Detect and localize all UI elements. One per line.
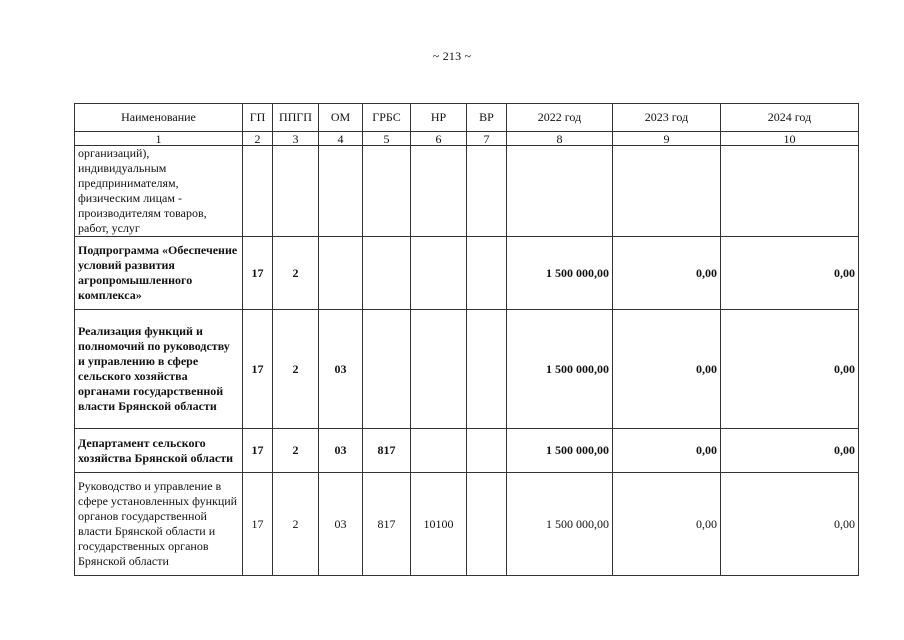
cell-gp: 17: [243, 310, 273, 429]
cell-2024: 0,00: [721, 310, 859, 429]
cell-vr: [467, 429, 507, 473]
cell-2024: 0,00: [721, 237, 859, 310]
column-number-row: [75, 132, 859, 146]
cell-2023: 0,00: [613, 237, 721, 310]
table-row: [75, 429, 859, 473]
cell-2022: 1 500 000,00: [507, 237, 613, 310]
cell-nr: 10100: [411, 473, 467, 576]
header-cell-ppgp: ППГП: [273, 104, 319, 132]
column-number: 8: [507, 132, 613, 146]
cell-2023: [613, 146, 721, 237]
column-number: 1: [75, 132, 243, 146]
cell-gp: 17: [243, 237, 273, 310]
header-cell-grbs: ГРБС: [363, 104, 411, 132]
cell-vr: [467, 146, 507, 237]
row-name: Реализация функций и полномочий по руководству и управлению в сфере сельского хозяйства органами государственной власти Брянской области: [75, 310, 243, 429]
cell-2022: [507, 146, 613, 237]
cell-nr: [411, 146, 467, 237]
cell-2024: [721, 146, 859, 237]
page-number: ~ 213 ~: [432, 49, 472, 63]
cell-2024: 0,00: [721, 473, 859, 576]
cell-2022: 1 500 000,00: [507, 429, 613, 473]
cell-grbs: 817: [363, 429, 411, 473]
cell-om: [319, 146, 363, 237]
header-cell-gp: ГП: [243, 104, 273, 132]
cell-2023: 0,00: [613, 310, 721, 429]
cell-nr: [411, 237, 467, 310]
cell-om: 03: [319, 310, 363, 429]
column-number: 6: [411, 132, 467, 146]
header-row: [75, 104, 859, 132]
column-number: 9: [613, 132, 721, 146]
cell-grbs: 817: [363, 473, 411, 576]
column-number: 10: [721, 132, 859, 146]
cell-ppgp: 2: [273, 473, 319, 576]
header-cell-vr: ВР: [467, 104, 507, 132]
header-cell-2024: 2024 год: [721, 104, 859, 132]
cell-gp: 17: [243, 429, 273, 473]
table-row: [75, 146, 859, 237]
cell-vr: [467, 473, 507, 576]
budget-table: [74, 103, 859, 576]
column-number: 3: [273, 132, 319, 146]
header-cell-name: Наименование: [75, 104, 243, 132]
cell-gp: 17: [243, 473, 273, 576]
cell-grbs: [363, 310, 411, 429]
cell-2023: 0,00: [613, 473, 721, 576]
column-number: 7: [467, 132, 507, 146]
cell-om: [319, 237, 363, 310]
column-number: 2: [243, 132, 273, 146]
cell-2023: 0,00: [613, 429, 721, 473]
row-name: Департамент сельского хозяйства Брянской области: [75, 429, 243, 473]
table-row: [75, 310, 859, 429]
header-cell-nr: НР: [411, 104, 467, 132]
column-number: 4: [319, 132, 363, 146]
row-name: Руководство и управление в сфере установленных функций органов государственной власти Брянской области и государственных органов Брянской области: [75, 473, 243, 576]
cell-grbs: [363, 237, 411, 310]
cell-ppgp: 2: [273, 237, 319, 310]
cell-vr: [467, 237, 507, 310]
table-row: [75, 473, 859, 576]
cell-nr: [411, 310, 467, 429]
cell-ppgp: [273, 146, 319, 237]
header-cell-2023: 2023 год: [613, 104, 721, 132]
row-name: организаций), индивидуальным предпринимателям, физическим лицам - производителям товаров, работ, услуг: [75, 146, 243, 237]
cell-gp: [243, 146, 273, 237]
cell-2022: 1 500 000,00: [507, 310, 613, 429]
header-cell-om: ОМ: [319, 104, 363, 132]
table-row: [75, 237, 859, 310]
cell-2022: 1 500 000,00: [507, 473, 613, 576]
cell-nr: [411, 429, 467, 473]
cell-om: 03: [319, 429, 363, 473]
column-number: 5: [363, 132, 411, 146]
cell-ppgp: 2: [273, 310, 319, 429]
row-name: Подпрограмма «Обеспечение условий развития агропромышленного комплекса»: [75, 237, 243, 310]
cell-2024: 0,00: [721, 429, 859, 473]
cell-vr: [467, 310, 507, 429]
cell-ppgp: 2: [273, 429, 319, 473]
header-cell-2022: 2022 год: [507, 104, 613, 132]
cell-om: 03: [319, 473, 363, 576]
cell-grbs: [363, 146, 411, 237]
